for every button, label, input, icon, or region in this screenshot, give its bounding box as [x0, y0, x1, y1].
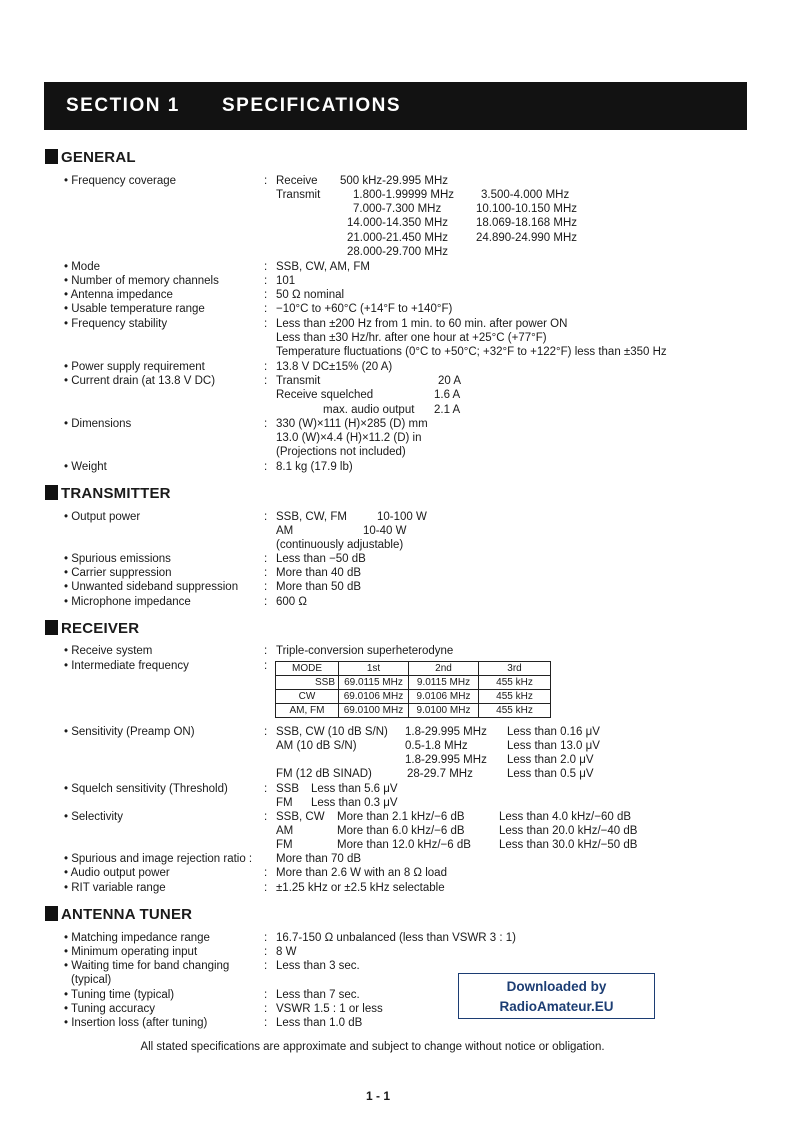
spec-value: Transmit: [276, 189, 321, 201]
table-cell: 455 kHz: [479, 676, 551, 690]
spec-value: 20 A: [438, 375, 462, 387]
spec-label: • Frequency stability: [64, 318, 168, 330]
spec-value: 1.6 A: [434, 389, 461, 401]
spec-label: • Unwanted sideband suppression: [64, 581, 239, 593]
spec-value: 1.8-29.995 MHz: [405, 726, 487, 738]
spec-value: Less than 13.0 μV: [507, 740, 600, 752]
spec-label: • Carrier suppression: [64, 567, 172, 579]
spec-value: Less than ±30 Hz/hr. after one hour at +25°C (+77°F): [276, 332, 547, 344]
table-cell: 455 kHz: [479, 704, 551, 718]
spec-value: max. audio output: [323, 404, 415, 416]
table-header: 1st: [339, 662, 409, 676]
spec-value: 0.5-1.8 MHz: [405, 740, 468, 752]
table-header: 3rd: [479, 662, 551, 676]
spec-label: • RIT variable range: [64, 882, 166, 894]
spec-label: • Current drain (at 13.8 V DC): [64, 375, 216, 387]
spec-label: • Squelch sensitivity (Threshold): [64, 783, 228, 795]
table-cell: 9.0100 MHz: [409, 704, 479, 718]
spec-value: 13.8 V DC±15% (20 A): [276, 361, 393, 373]
if-table: [275, 661, 551, 718]
spec-label: • Intermediate frequency: [64, 660, 189, 672]
spec-label: • Insertion loss (after tuning): [64, 1017, 208, 1029]
transmitter-heading: TRANSMITTER: [45, 485, 171, 503]
spec-value: 101: [276, 275, 296, 287]
spec-value: 10-100 W: [377, 511, 427, 523]
spec-label: • Power supply requirement: [64, 361, 205, 373]
spec-value: −10°C to +60°C (+14°F to +140°F): [276, 303, 453, 315]
spec-value: Less than 30.0 kHz/−50 dB: [499, 839, 638, 851]
table-cell: 69.0106 MHz: [339, 690, 409, 704]
table-cell: 69.0100 MHz: [339, 704, 409, 718]
spec-value: Transmit: [276, 375, 321, 387]
tx-band: 7.000-7.300 MHz: [353, 203, 442, 215]
bullet-square-icon: [45, 485, 58, 500]
spec-value: AM: [276, 825, 294, 837]
table-cell: CW: [276, 690, 339, 704]
spec-label: • Spurious emissions: [64, 553, 171, 565]
tx-band: 21.000-21.450 MHz: [347, 232, 449, 244]
spec-value: VSWR 1.5 : 1 or less: [276, 1003, 383, 1015]
spec-label: • Usable temperature range: [64, 303, 205, 315]
spec-value: Less than 3 sec.: [276, 960, 360, 972]
footer-note: All stated specifications are approximate and subject to change without notice or obligation.: [140, 1041, 605, 1053]
table-row: [276, 704, 551, 718]
spec-value: Less than 4.0 kHz/−60 dB: [499, 811, 632, 823]
download-watermark: [458, 973, 655, 1019]
table-cell: 9.0115 MHz: [409, 676, 479, 690]
spec-value: SSB, CW, FM: [276, 511, 347, 523]
bullet-square-icon: [45, 149, 58, 164]
table-cell: 9.0106 MHz: [409, 690, 479, 704]
table-header: 2nd: [409, 662, 479, 676]
section-title: SPECIFICATIONS: [222, 95, 401, 116]
spec-label: • Microphone impedance: [64, 596, 191, 608]
spec-value: 600 Ω: [276, 596, 307, 608]
spec-label: • Matching impedance range: [64, 932, 210, 944]
bullet-square-icon: [45, 906, 58, 921]
spec-value: Less than 7 sec.: [276, 989, 360, 1001]
spec-value: SSB, CW: [276, 811, 325, 823]
spec-label: • Number of memory channels: [64, 275, 219, 287]
spec-value: Temperature fluctuations (0°C to +50°C; +32°F to +122°F) less than ±350 Hz: [276, 346, 667, 358]
spec-value: FM: [276, 797, 293, 809]
tx-band: 14.000-14.350 MHz: [347, 217, 449, 229]
antenna-tuner-heading: ANTENNA TUNER: [45, 906, 192, 924]
spec-value: 13.0 (W)×4.4 (H)×11.2 (D) in: [276, 432, 422, 444]
spec-value: AM (10 dB S/N): [276, 740, 357, 752]
spec-value: 28-29.7 MHz: [407, 768, 473, 780]
table-cell: SSB: [276, 676, 339, 690]
spec-value: 8 W: [276, 946, 297, 958]
spec-label: • Audio output power: [64, 867, 170, 879]
spec-label: • Spurious and image rejection ratio :: [64, 853, 253, 865]
tx-band: 28.000-29.700 MHz: [347, 246, 449, 258]
spec-value: 50 Ω nominal: [276, 289, 345, 301]
spec-label: • Frequency coverage: [64, 175, 177, 187]
tx-band: 1.800-1.99999 MHz: [353, 189, 455, 201]
spec-value: 8.1 kg (17.9 lb): [276, 461, 353, 473]
general-heading: GENERAL: [45, 149, 136, 167]
spec-value: Less than 0.3 μV: [311, 797, 398, 809]
spec-value: 1.8-29.995 MHz: [405, 754, 487, 766]
table-cell: 455 kHz: [479, 690, 551, 704]
spec-value: FM (12 dB SINAD): [276, 768, 372, 780]
table-header: MODE: [276, 662, 339, 676]
table-row: [276, 690, 551, 704]
spec-label: • Receive system: [64, 645, 153, 657]
page-number: 1 - 1: [366, 1089, 391, 1103]
spec-value: 500 kHz-29.995 MHz: [340, 175, 449, 187]
spec-value: Less than ±200 Hz from 1 min. to 60 min. after power ON: [276, 318, 568, 330]
spec-value: Less than 5.6 μV: [311, 783, 398, 795]
spec-value: Less than −50 dB: [276, 553, 366, 565]
table-header-row: [276, 662, 551, 676]
spec-value: More than 70 dB: [276, 853, 362, 865]
spec-value: SSB: [276, 783, 300, 795]
spec-label: • Output power: [64, 511, 141, 523]
spec-value: (continuously adjustable): [276, 539, 404, 551]
spec-value: More than 40 dB: [276, 567, 362, 579]
spec-value: 330 (W)×111 (H)×285 (D) mm: [276, 418, 428, 430]
spec-value: Receive: [276, 175, 318, 187]
tx-band: 24.890-24.990 MHz: [476, 232, 578, 244]
tx-band: 18.069-18.168 MHz: [476, 217, 578, 229]
spec-value: (Projections not included): [276, 446, 406, 458]
receiver-heading: RECEIVER: [45, 620, 139, 638]
tx-band: 10.100-10.150 MHz: [476, 203, 578, 215]
table-cell: 69.0115 MHz: [339, 676, 409, 690]
spec-value: More than 2.1 kHz/−6 dB: [337, 811, 465, 823]
spec-label: • Selectivity: [64, 811, 123, 823]
spec-value: More than 2.6 W with an 8 Ω load: [276, 867, 447, 879]
spec-label: • Weight: [64, 461, 107, 473]
spec-label: • Tuning time (typical): [64, 989, 175, 1001]
spec-value: Less than 2.0 μV: [507, 754, 594, 766]
spec-label: • Mode: [64, 261, 100, 273]
tx-band: 3.500-4.000 MHz: [481, 189, 570, 201]
spec-value: Receive squelched: [276, 389, 374, 401]
spec-value: More than 50 dB: [276, 581, 362, 593]
spec-label: • Minimum operating input: [64, 946, 198, 958]
spec-value: Triple-conversion superheterodyne: [276, 645, 454, 657]
spec-value: More than 12.0 kHz/−6 dB: [337, 839, 471, 851]
spec-value: 2.1 A: [434, 404, 461, 416]
spec-label: (typical): [71, 974, 112, 986]
spec-value: AM: [276, 525, 294, 537]
spec-value: Less than 0.16 μV: [507, 726, 600, 738]
table-cell: AM, FM: [276, 704, 339, 718]
watermark-line: Downloaded by: [506, 979, 607, 994]
section-banner: [44, 82, 747, 130]
spec-value: Less than 20.0 kHz/−40 dB: [499, 825, 638, 837]
bullet-square-icon: [45, 620, 58, 635]
spec-value: Less than 1.0 dB: [276, 1017, 363, 1029]
spec-value: More than 6.0 kHz/−6 dB: [337, 825, 465, 837]
spec-value: 10-40 W: [363, 525, 407, 537]
spec-label: • Sensitivity (Preamp ON): [64, 726, 195, 738]
spec-label: • Waiting time for band changing: [64, 960, 230, 972]
spec-value: ±1.25 kHz or ±2.5 kHz selectable: [276, 882, 445, 894]
spec-label: • Dimensions: [64, 418, 132, 430]
spec-value: SSB, CW (10 dB S/N): [276, 726, 388, 738]
spec-value: FM: [276, 839, 293, 851]
spec-label: • Antenna impedance: [64, 289, 173, 301]
spec-value: 16.7-150 Ω unbalanced (less than VSWR 3 : 1): [276, 932, 517, 944]
watermark-line: RadioAmateur.EU: [499, 999, 614, 1014]
table-row: [276, 676, 551, 690]
section-number: SECTION 1: [66, 95, 180, 116]
spec-value: SSB, CW, AM, FM: [276, 261, 370, 273]
spec-value: Less than 0.5 μV: [507, 768, 594, 780]
spec-label: • Tuning accuracy: [64, 1003, 155, 1015]
